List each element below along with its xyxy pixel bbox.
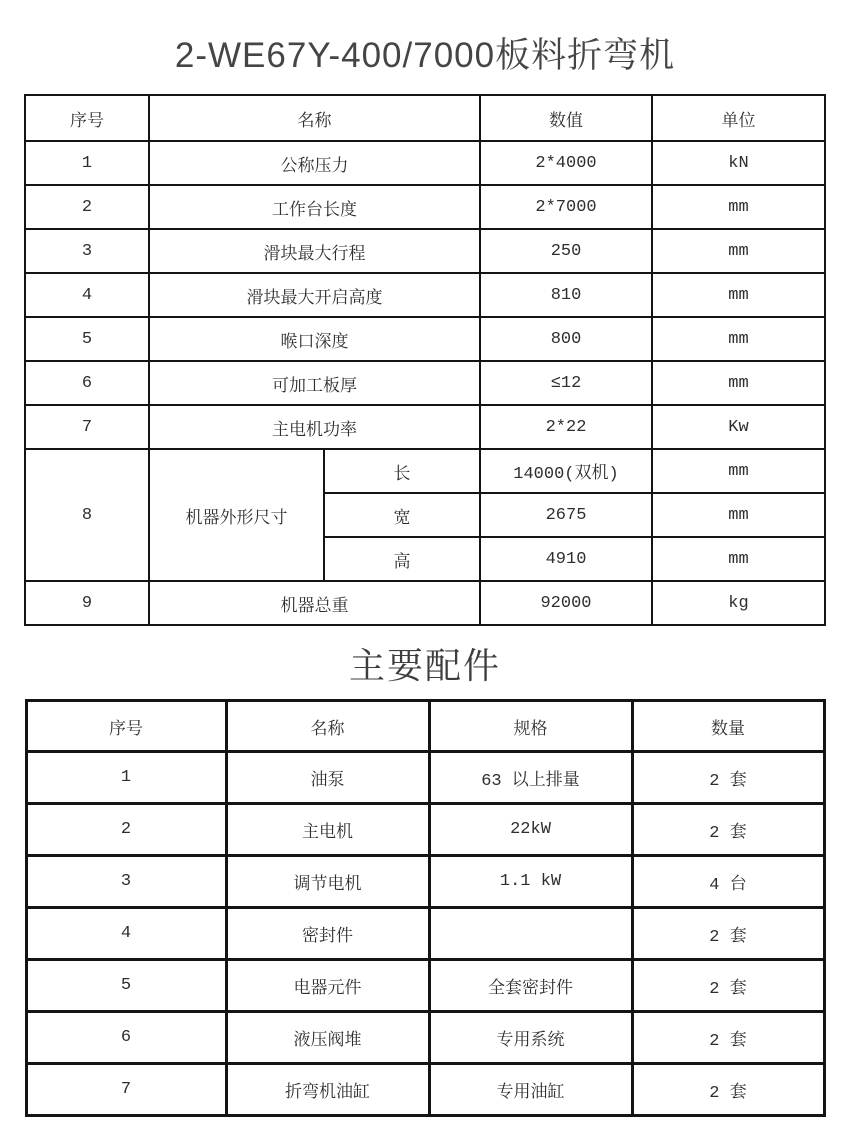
cell-name: 调节电机 [226,856,429,908]
cell-unit: mm [652,273,825,317]
cell-unit: mm [652,537,825,581]
table-row [25,185,825,229]
table-row [25,141,825,185]
cell-quantity: 2 套 [632,804,824,856]
cell-name: 机器总重 [149,581,480,625]
cell-name: 密封件 [226,908,429,960]
cell-unit: mm [652,317,825,361]
cell-quantity: 2 套 [632,1012,824,1064]
cell-value: 2*7000 [480,185,652,229]
cell-serial: 7 [26,1064,226,1116]
cell-quantity: 2 套 [632,1064,824,1116]
table-row [26,1012,824,1064]
table-row [26,804,824,856]
header-quantity: 数量 [632,701,824,752]
table-row [25,405,825,449]
table-row [26,856,824,908]
cell-value: ≤12 [480,361,652,405]
cell-name: 滑块最大开启高度 [149,273,480,317]
cell-name: 主电机功率 [149,405,480,449]
cell-serial: 3 [26,856,226,908]
cell-serial: 2 [26,804,226,856]
cell-spec: 63 以上排量 [429,752,632,804]
cell-serial: 4 [26,908,226,960]
cell-name: 折弯机油缸 [226,1064,429,1116]
cell-unit: kN [652,141,825,185]
header-unit: 单位 [652,95,825,141]
cell-value: 2675 [480,493,652,537]
section-title: 主要配件 [348,645,501,686]
cell-spec: 22kW [429,804,632,856]
cell-name: 滑块最大行程 [149,229,480,273]
cell-name: 液压阀堆 [226,1012,429,1064]
cell-unit: mm [652,185,825,229]
header-serial: 序号 [25,95,149,141]
cell-value: 800 [480,317,652,361]
spec-table [24,94,826,626]
cell-serial: 5 [26,960,226,1012]
cell-name: 可加工板厚 [149,361,480,405]
parts-table [25,699,826,1117]
cell-spec [429,908,632,960]
cell-serial: 6 [26,1012,226,1064]
cell-quantity: 4 台 [632,856,824,908]
cell-dimension-label: 高 [324,537,480,581]
cell-spec: 专用油缸 [429,1064,632,1116]
cell-serial: 3 [25,229,149,273]
cell-name: 喉口深度 [149,317,480,361]
cell-name: 公称压力 [149,141,480,185]
table-row [26,1064,824,1116]
header-name: 名称 [149,95,480,141]
cell-value: 2*22 [480,405,652,449]
cell-group-name: 机器外形尺寸 [149,449,324,581]
cell-unit: mm [652,449,825,493]
cell-serial: 2 [25,185,149,229]
cell-serial: 6 [25,361,149,405]
table-row [26,960,824,1012]
cell-quantity: 2 套 [632,960,824,1012]
cell-unit: mm [652,361,825,405]
table-row-group-length [25,449,825,493]
cell-quantity: 2 套 [632,908,824,960]
cell-serial: 7 [25,405,149,449]
table-row [25,229,825,273]
cell-unit: Kw [652,405,825,449]
cell-spec: 全套密封件 [429,960,632,1012]
cell-name: 电器元件 [226,960,429,1012]
cell-spec: 1.1 kW [429,856,632,908]
table-row [26,908,824,960]
cell-spec: 专用系统 [429,1012,632,1064]
cell-serial: 1 [25,141,149,185]
table-row [25,273,825,317]
cell-dimension-label: 长 [324,449,480,493]
header-spec: 规格 [429,701,632,752]
cell-value: 2*4000 [480,141,652,185]
table-row [26,752,824,804]
cell-unit: kg [652,581,825,625]
cell-serial: 5 [25,317,149,361]
cell-unit: mm [652,493,825,537]
header-value: 数值 [480,95,652,141]
cell-unit: mm [652,229,825,273]
table-row [25,361,825,405]
cell-name: 油泵 [226,752,429,804]
table-row [25,317,825,361]
cell-value: 4910 [480,537,652,581]
spec-table-header-row [25,95,825,141]
cell-serial: 8 [25,449,149,581]
cell-serial: 9 [25,581,149,625]
header-name: 名称 [226,701,429,752]
table-row [25,581,825,625]
cell-name: 工作台长度 [149,185,480,229]
page-title: 2-WE67Y-400/7000板料折弯机 [174,36,676,75]
cell-value: 92000 [480,581,652,625]
cell-serial: 1 [26,752,226,804]
cell-value: 14000(双机) [480,449,652,493]
cell-value: 810 [480,273,652,317]
header-serial: 序号 [26,701,226,752]
cell-serial: 4 [25,273,149,317]
cell-name: 主电机 [226,804,429,856]
parts-table-header-row [26,701,824,752]
cell-quantity: 2 套 [632,752,824,804]
cell-dimension-label: 宽 [324,493,480,537]
cell-value: 250 [480,229,652,273]
